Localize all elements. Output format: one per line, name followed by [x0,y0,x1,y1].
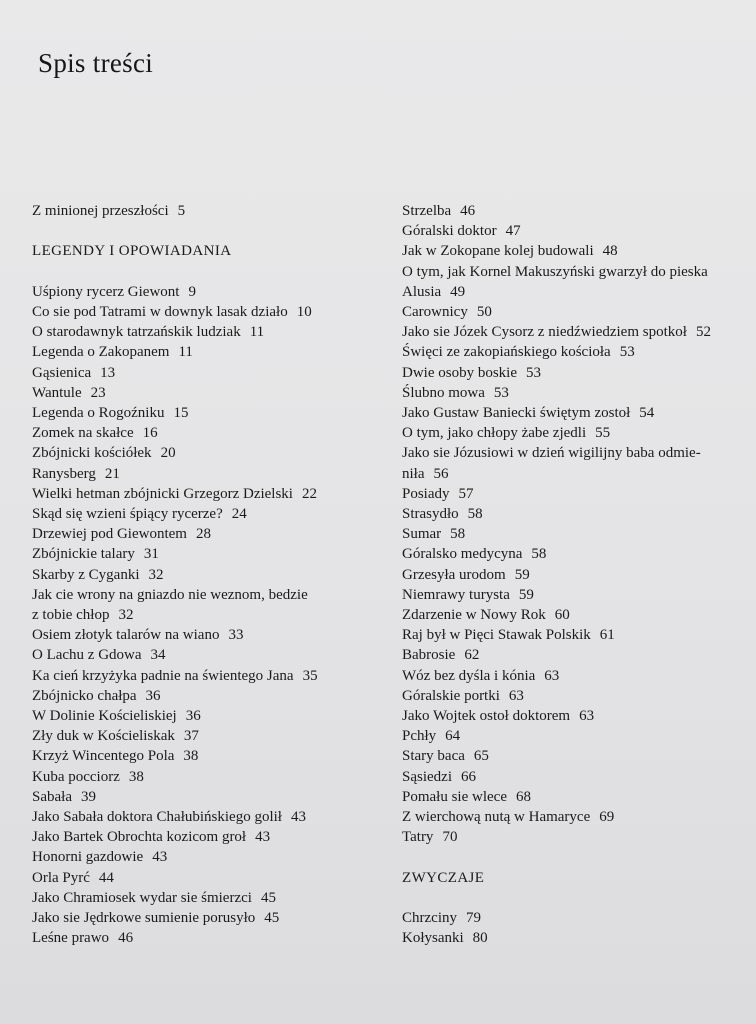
toc-entry-title: Niemrawy turysta [402,586,510,603]
toc-entry [402,625,747,645]
toc-page-number: 63 [508,687,524,704]
toc-page-number: 34 [150,647,166,664]
toc-entry [402,928,747,948]
toc-entry-title: Ranysberg [32,465,96,482]
toc-page-number: 43 [255,829,271,846]
toc-spacer [402,888,747,908]
toc-entry-title: Legenda o Zakopanem [32,344,170,361]
toc-entry [402,282,747,302]
toc-entry [32,363,377,383]
toc-page-number: 43 [152,849,168,866]
toc-entry [402,484,747,504]
toc-entry-title: Ślubno mowa [402,384,485,401]
toc-entry-title: Kołysanki [402,930,464,947]
toc-page-number: 38 [183,748,199,765]
toc-entry-title: Tatry [402,829,434,846]
toc-page-number: 39 [80,788,96,805]
toc-entry [32,645,377,665]
toc-page-number: 43 [290,809,306,826]
toc-page-number: 32 [148,566,164,583]
toc-entry [402,645,747,665]
toc-entry [32,484,377,504]
toc-page-number: 33 [228,627,244,644]
toc-entry-title: Skąd się wzieni śpiący rycerze? [32,506,223,523]
toc-page-number: 44 [98,869,114,886]
toc-page-number: 15 [173,405,189,421]
toc-entry [32,706,377,726]
toc-page-number: 63 [544,667,560,684]
toc-page-number: 58 [450,526,466,543]
toc-entry-title: Leśne prawo [32,930,110,947]
toc-entry-title: Strzelba [402,203,452,219]
toc-page-number: 53 [619,344,635,361]
toc-entry [32,464,377,484]
toc-page-number: 52 [695,324,711,341]
toc-entry [402,504,747,524]
toc-page-number: 45 [264,910,280,927]
toc-entry-title: Legenda o Rogoźniku [32,405,165,421]
toc-page-number: 22 [301,485,317,502]
toc-page-number: 54 [639,405,655,422]
toc-page-number: 66 [461,768,476,785]
toc-entry [32,403,377,423]
toc-entry [32,524,377,544]
toc-entry [32,605,377,625]
toc-entry-title: niła [402,465,425,482]
toc-entry-title: Góralsko medycyna [402,546,523,563]
toc-entry-title: Co sie pod Tatrami w downyk lasak działo [32,303,288,320]
toc-entry-title: Zbójnicki kościółek [32,445,152,462]
toc-page-number: 38 [128,768,144,785]
toc-page-number: 11 [178,344,193,361]
toc-page-number: 46 [460,203,476,219]
toc-page-number: 62 [464,647,480,664]
toc-entry [402,565,747,585]
toc-entry-title: Wantule [32,384,82,401]
toc-page-number: 21 [104,465,120,482]
toc-entry [32,383,377,403]
toc-page-number: 32 [118,607,134,624]
toc-entry-title: Posiady [402,485,450,502]
toc-entry-title: Osiem złotyk talarów na wiano [32,627,220,644]
toc-page-number: 36 [185,708,201,725]
toc-entry-title: Jako Bartek Obrochta kozicom groł [32,829,247,846]
toc-entry-title: Dwie osoby boskie [402,364,517,381]
toc-page-number: 49 [450,283,466,300]
toc-entry [32,908,377,928]
toc-entry-title: Skarby z Cyganki [32,566,140,583]
toc-entry-title: O tym, jako chłopy żabe zjedli [402,425,587,442]
toc-entry-title: Zbójnicko chałpa [32,687,137,704]
toc-page-number: 10 [296,303,312,320]
toc-entry [402,746,747,766]
toc-entry-title: Jako Chramiosek wydar sie śmierzci [32,889,252,906]
toc-entry-title: Jako sie Józusiowi w dzień wigilijny baba odmie- [402,445,701,462]
toc-entry [32,686,377,706]
toc-spacer [402,848,747,868]
toc-entry-title: Jako sie Jędrkowe sumienie porusyło [32,910,256,927]
toc-page-number: 5 [177,203,186,219]
toc-entry [402,686,747,706]
toc-entry-title: Jak cie wrony na gniazdo nie weznom, bedzie [32,586,308,603]
toc-entry [402,262,747,282]
toc-entry-title: Strasydło [402,506,459,523]
toc-entry [402,302,747,322]
toc-entry-title: Z minionej przeszłości [32,203,169,219]
toc-entry [32,302,377,322]
toc-left-column [32,201,377,948]
toc-page-number: 79 [465,910,481,927]
toc-page-number: 65 [473,748,489,765]
toc-entry [32,625,377,645]
toc-entry-title: Carownicy [402,304,468,321]
toc-entry [32,342,377,362]
toc-entry [32,504,377,524]
toc-section-heading: LEGENDY I OPOWIADANIA [32,243,232,260]
toc-page-number: 58 [531,546,547,563]
toc-entry [402,322,747,342]
toc-spacer [32,221,377,241]
toc-page-number: 59 [514,566,530,583]
toc-entry [402,787,747,807]
toc-entry [32,282,377,302]
toc-entry [32,423,377,443]
toc-entry-title: Zomek na skałce [32,425,134,442]
toc-entry-title: W Dolinie Kościeliskiej [32,708,177,725]
toc-entry-title: Sumar [402,526,442,543]
toc-entry [402,201,747,221]
toc-entry [402,807,747,827]
toc-page-number: 24 [231,506,247,523]
toc-entry-title: Chrzciny [402,910,457,927]
toc-entry [32,544,377,564]
toc-page-number: 45 [260,889,276,906]
toc-entry-title: Z wierchową nutą w Hamaryce [402,809,591,826]
toc-page-number: 37 [183,728,199,745]
toc-entry [402,706,747,726]
toc-entry [402,403,747,423]
toc-entry-title: Zły duk w Kościeliskak [32,728,175,745]
toc-page-number: 57 [458,485,474,502]
toc-entry [32,666,377,686]
toc-page-number: 13 [100,364,116,381]
toc-entry-title: Uśpiony rycerz Giewont [32,283,180,300]
toc-section-heading: ZWYCZAJE [402,869,485,886]
toc-entry-title: Grzesyła urodom [402,566,506,583]
toc-entry-title: Święci ze zakopiańskiego kościoła [402,344,611,361]
toc-entry [32,322,377,342]
toc-page-number: 56 [433,465,449,482]
toc-page-number: 47 [505,223,521,240]
toc-entry-title: Krzyż Wincentego Pola [32,748,175,765]
toc-entry [32,746,377,766]
toc-entry [402,726,747,746]
toc-spacer [32,262,377,282]
toc-page-number: 28 [195,526,211,543]
toc-entry-title: Ka cień krzyżyka padnie na świentego Jana [32,667,294,684]
toc-entry [402,767,747,787]
toc-entry [32,787,377,807]
toc-entry-title: Jako Gustaw Baniecki świętym zostoł [402,405,631,422]
toc-page-number: 35 [302,667,318,684]
toc-entry-title: z tobie chłop [32,607,110,624]
toc-page-number: 53 [526,364,541,381]
toc-entry [402,221,747,241]
toc-entry [32,201,377,221]
toc-page-number: 9 [188,283,196,300]
toc-entry-title: Jak w Zokopane kolej budowali [402,243,594,260]
toc-page-number: 46 [118,930,134,947]
toc-entry [402,908,747,928]
toc-entry-title: Sąsiedzi [402,768,452,785]
toc-page-number: 58 [467,506,483,523]
toc-entry [32,827,377,847]
toc-entry-title: Sabała [32,788,72,805]
toc-entry [402,241,747,261]
toc-entry-title: Drzewiej pod Giewontem [32,526,187,543]
toc-page-number: 63 [579,708,595,725]
toc-page-number: 70 [442,829,458,846]
toc-entry [32,726,377,746]
toc-entry-title: Honorni gazdowie [32,849,144,866]
toc-page-number: 80 [472,930,488,947]
toc-entry-title: Pchły [402,728,437,745]
toc-entry-title: Jako Wojtek ostoł doktorem [402,708,571,725]
toc-entry-title: Babrosie [402,647,456,664]
toc-page-number: 36 [145,687,161,704]
toc-entry [402,443,747,463]
toc-page-number: 59 [518,586,534,603]
toc-entry [32,928,377,948]
toc-entry-title: Pomału sie wlece [402,788,507,805]
toc-entry-title: Orla Pyrć [32,869,90,886]
toc-entry [32,565,377,585]
toc-entry [402,383,747,403]
toc-page-number: 69 [599,809,615,826]
toc-entry [32,807,377,827]
toc-page-number: 68 [515,788,531,805]
toc-page-number: 23 [90,384,106,401]
toc-entry [32,868,377,888]
toc-entry-title: Raj był w Pięci Stawak Polskik [402,627,591,644]
toc-entry-title: Góralski doktor [402,223,497,240]
toc-entry [402,605,747,625]
toc-entry [402,423,747,443]
page-title: Spis treści [38,48,154,78]
toc-entry [32,443,377,463]
toc-right-column [402,201,747,948]
toc-entry-title: Zbójnickie talary [32,546,135,563]
toc-entry-title: O Lachu z Gdowa [32,647,142,664]
toc-entry [32,847,377,867]
toc-page-number: 20 [160,445,176,462]
toc-page-number: 61 [599,627,615,644]
toc-page-number: 60 [554,607,570,624]
toc-entry [402,524,747,544]
toc-page-number: 53 [493,384,509,401]
toc-entry-title: Góralskie portki [402,687,500,704]
toc-entry-title: Gąsienica [32,364,92,381]
toc-entry [402,464,747,484]
toc-entry-title: O tym, jak Kornel Makuszyński gwarzył do pieska [402,263,708,280]
toc-entry [402,544,747,564]
toc-entry-title: Zdarzenie w Nowy Rok [402,607,546,624]
toc-page-number: 55 [595,425,611,442]
toc-entry-title: O starodawnyk tatrzańskik ludziak [32,324,241,341]
toc-page-number: 16 [142,425,158,442]
toc-page-number: 48 [602,243,618,260]
toc-entry [402,342,747,362]
toc-entry-title: Jako sie Józek Cysorz z niedźwiedziem spotkoł [402,324,687,341]
toc-entry-title: Wóz bez dyśla i kónia [402,667,536,684]
toc-entry [32,767,377,787]
toc-entry-title: Wielki hetman zbójnicki Grzegorz Dzielski [32,485,293,502]
toc-entry-title: Jako Sabała doktora Chałubińskiego golił [32,809,282,826]
toc-entry [32,585,377,605]
toc-page-number: 31 [143,546,159,563]
toc-entry [402,363,747,383]
toc-entry-title: Kuba pocciorz [32,768,120,785]
toc-entry-title: Stary baca [402,748,465,765]
toc-entry [402,666,747,686]
toc-entry [32,888,377,908]
toc-entry-title: Alusia [402,283,442,300]
toc-entry [402,827,747,847]
toc-page-number: 64 [445,728,461,745]
toc-page-number: 11 [249,324,265,341]
toc-entry [402,585,747,605]
toc-page-number: 50 [476,304,492,321]
